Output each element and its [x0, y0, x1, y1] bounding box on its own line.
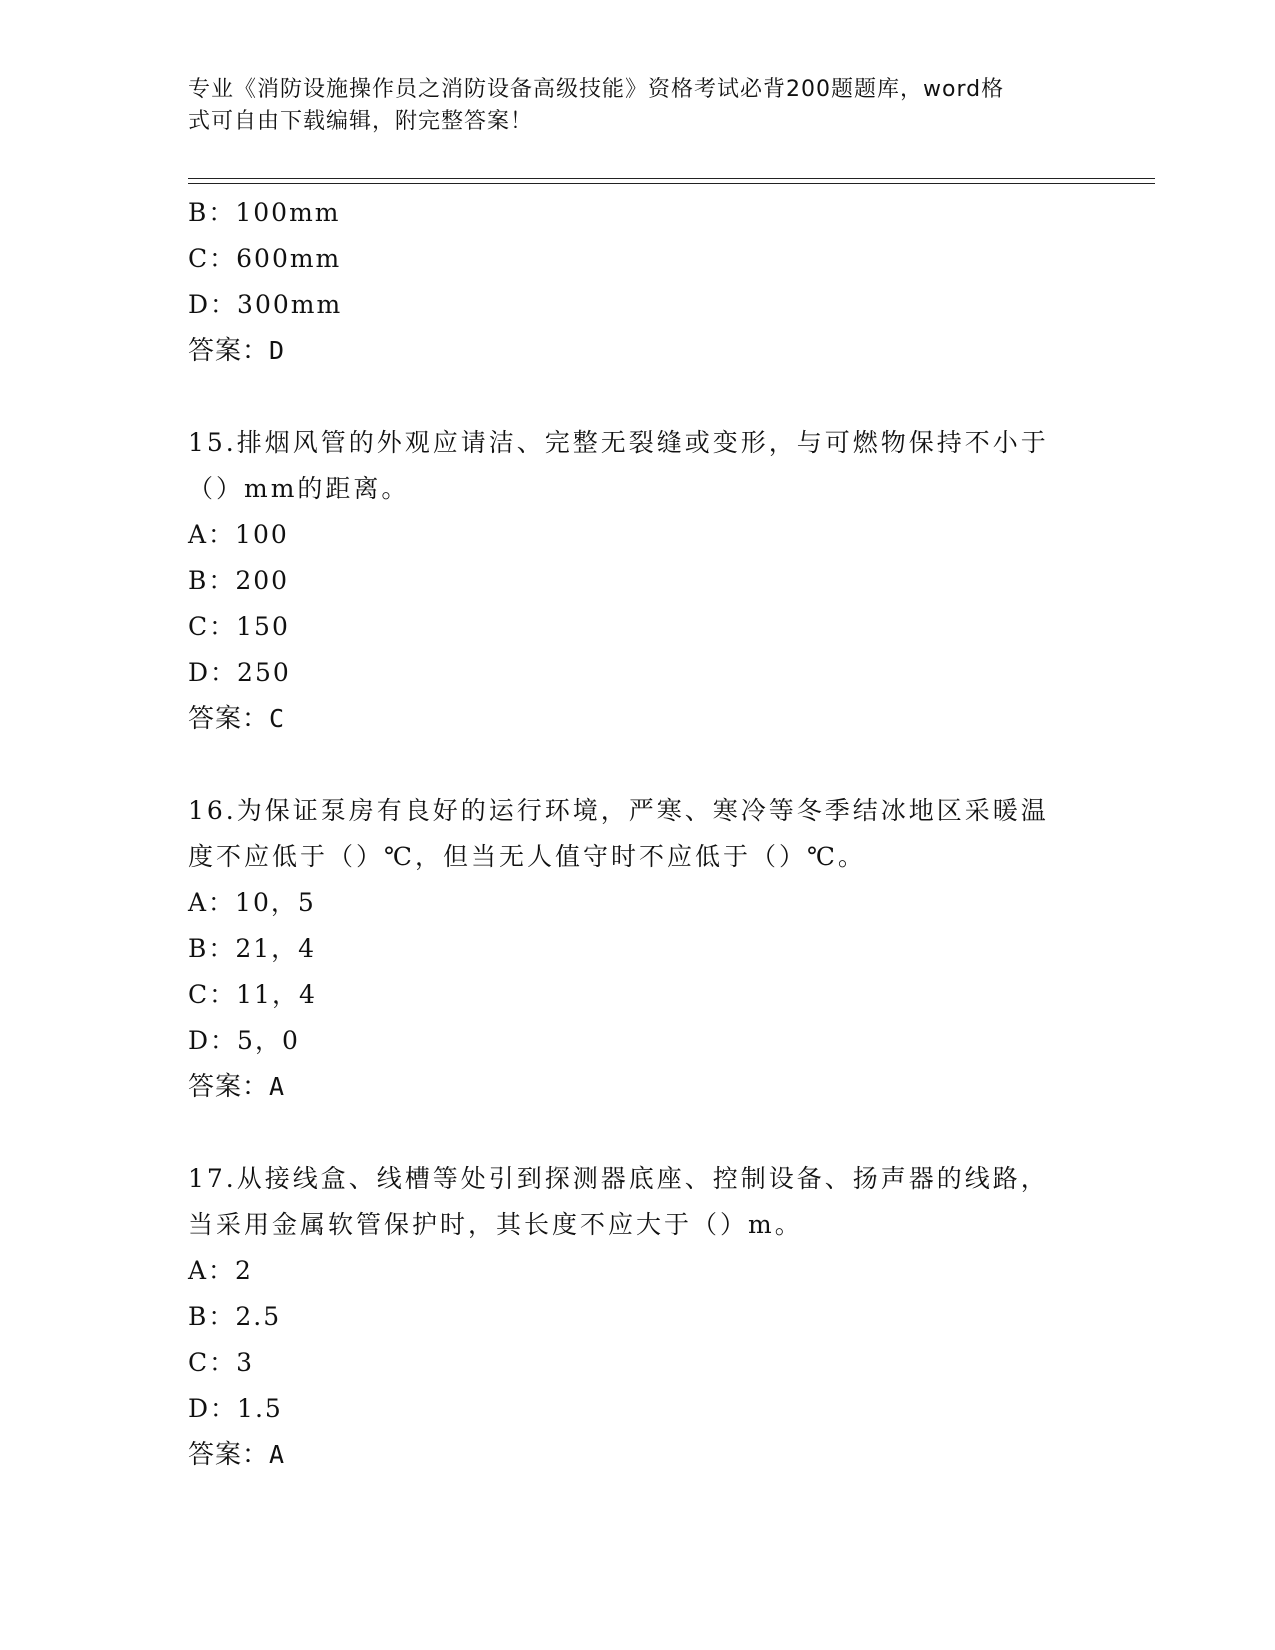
question-content	[188, 190, 1088, 1478]
header-divider-top	[188, 178, 1155, 179]
option-c: C：11，4	[188, 980, 317, 1009]
header-line-2: 式可自由下载编辑，附完整答案！	[188, 109, 534, 134]
question-16	[188, 788, 1088, 1110]
option-b: B：100mm	[188, 198, 341, 227]
prev-question-block	[188, 190, 1088, 374]
answer-value: A	[269, 1072, 286, 1101]
spacer	[188, 1110, 1088, 1156]
option-d: D：250	[188, 658, 291, 687]
question-text-line-2: 度不应低于（）℃，但当无人值守时不应低于（）℃。	[188, 842, 866, 871]
answer-label: 答案：	[188, 704, 270, 734]
header-line-1: 专业《消防设施操作员之消防设备高级技能》资格考试必背200题题库，word格	[188, 77, 1005, 102]
option-a: A：10，5	[188, 888, 316, 917]
option-a: A：2	[188, 1256, 253, 1285]
option-d: D：300mm	[188, 290, 343, 319]
answer-line	[188, 1432, 1088, 1478]
question-17	[188, 1156, 1088, 1478]
option-d: D：1.5	[188, 1394, 283, 1423]
option-b: B：2.5	[188, 1302, 282, 1331]
option-a: A：100	[188, 520, 289, 549]
question-text-line-1: 17.从接线盒、线槽等处引到探测器底座、控制设备、扬声器的线路，	[188, 1164, 1049, 1193]
option-c: C：150	[188, 612, 290, 641]
option-c: C：600mm	[188, 244, 342, 273]
answer-line	[188, 696, 1088, 742]
answer-value: C	[269, 704, 286, 733]
answer-line	[188, 1064, 1088, 1110]
answer-value: D	[269, 336, 286, 365]
answer-line	[188, 328, 1088, 374]
question-15	[188, 420, 1088, 742]
question-text-line-1: 15.排烟风管的外观应请洁、完整无裂缝或变形，与可燃物保持不小于	[188, 428, 1049, 457]
answer-label: 答案：	[188, 1072, 270, 1102]
spacer	[188, 742, 1088, 788]
header-divider-bottom	[188, 183, 1155, 184]
answer-label: 答案：	[188, 336, 270, 366]
spacer	[188, 374, 1088, 420]
question-text-line-2: （）mm的距离。	[188, 474, 410, 503]
document-header	[188, 74, 1068, 138]
answer-label: 答案：	[188, 1440, 270, 1470]
question-text-line-2: 当采用金属软管保护时，其长度不应大于（）m。	[188, 1210, 803, 1239]
option-b: B：200	[188, 566, 290, 595]
option-b: B：21，4	[188, 934, 317, 963]
option-d: D：5，0	[188, 1026, 300, 1055]
answer-value: A	[269, 1440, 286, 1469]
question-text-line-1: 16.为保证泵房有良好的运行环境，严寒、寒冷等冬季结冰地区采暖温	[188, 796, 1049, 825]
option-c: C：3	[188, 1348, 255, 1377]
